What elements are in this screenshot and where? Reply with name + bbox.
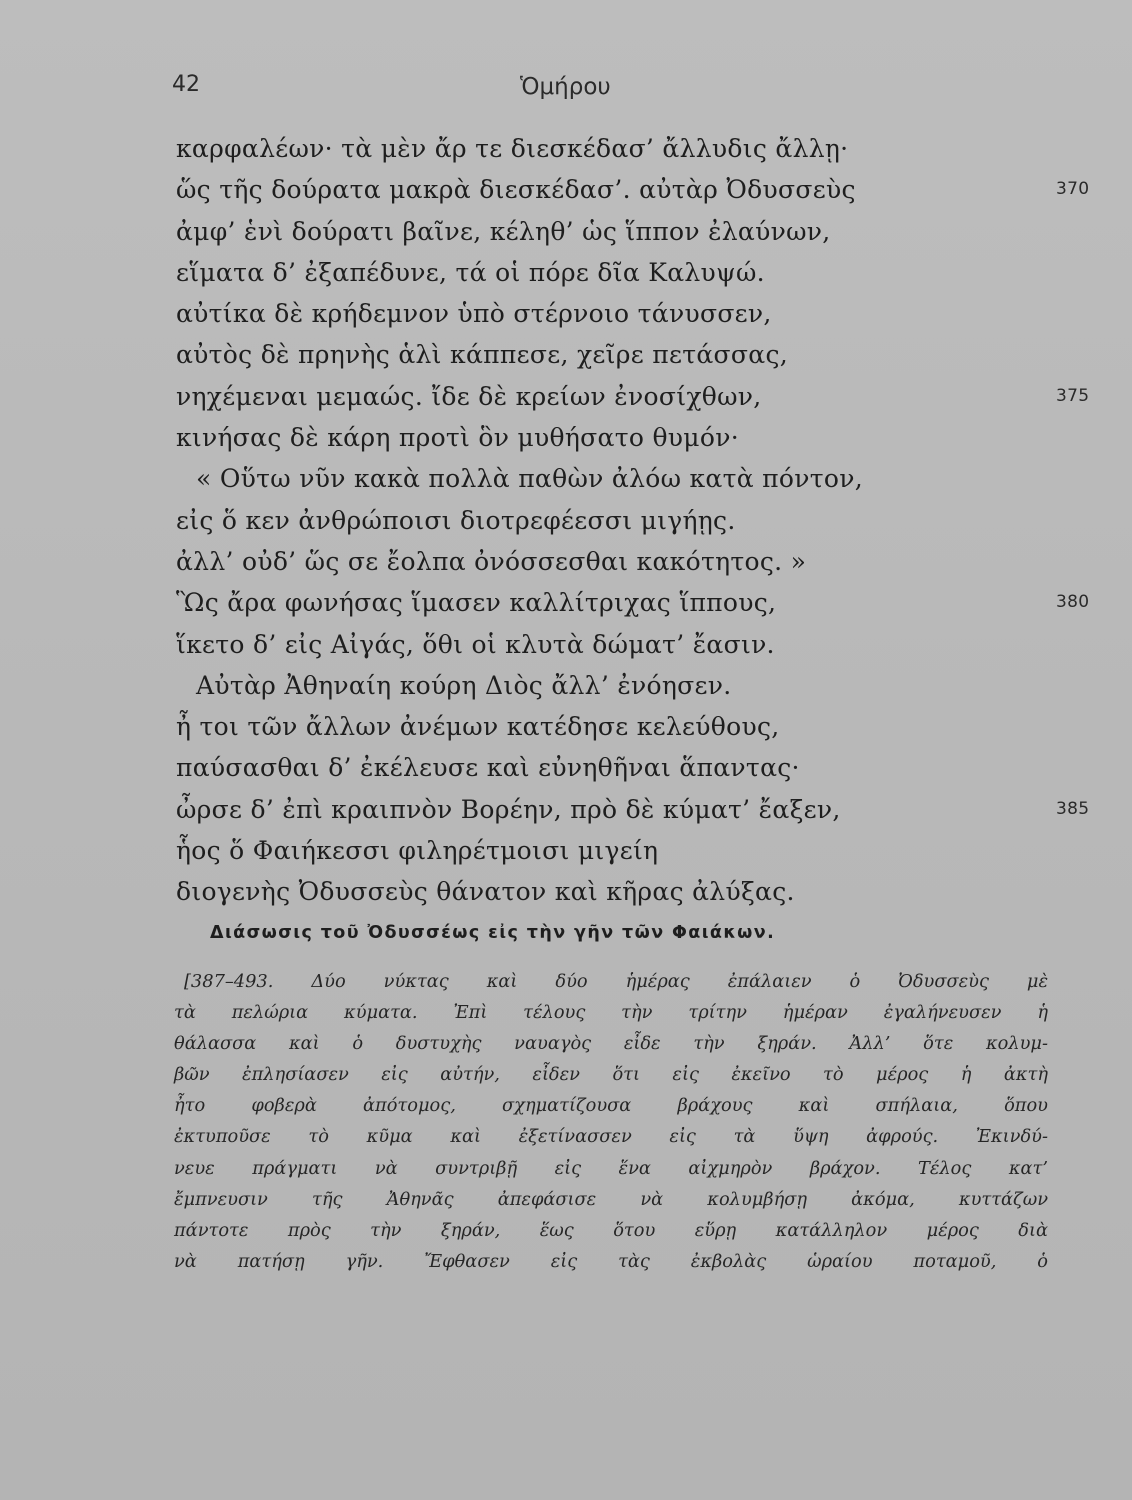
line-number: 370 xyxy=(1056,179,1090,200)
line-number: 385 xyxy=(1056,798,1090,819)
verse-line xyxy=(176,417,1056,458)
summary-line: νευε πράγματι νὰ συντριβῇ εἰς ἕνα αἰχμηρὸν βράχον. Τέλος κατ’ xyxy=(174,1157,1048,1179)
line-number: 380 xyxy=(1056,592,1090,613)
verse-text: κινήσας δὲ κάρη προτὶ ὃν μυθήσατο θυμόν· xyxy=(176,423,739,453)
summary-line: ἦτο φοβερὰ ἀπότομος, σχηματίζουσα βράχους καὶ σπήλαια, ὅπου xyxy=(174,1095,1048,1117)
verse-block xyxy=(176,128,1090,913)
summary-line: ἐκτυποῦσε τὸ κῦμα καὶ ἐξετίνασσεν εἰς τὰ ὕψη ἀφρούς. Ἐκινδύ- xyxy=(174,1126,1048,1148)
summary-line: θάλασσα καὶ ὁ δυστυχὴς ναυαγὸς εἶδε τὴν ξηράν. Ἀλλ’ ὅτε κολυμ- xyxy=(174,1033,1048,1055)
verse-text: ἦ τοι τῶν ἄλλων ἀνέμων κατέδησε κελεύθους, xyxy=(176,712,780,742)
verse-text: αὐτὸς δὲ πρηνὴς ἁλὶ κάππεσε, χεῖρε πετάσσας, xyxy=(176,340,789,370)
verse-text: Αὐτὰρ Ἀθηναίη κούρη Διὸς ἄλλ’ ἐνόησεν. xyxy=(196,670,732,700)
verse-text: ἵκετο δ’ εἰς Αἰγάς, ὅθι οἱ κλυτὰ δώματ’ ἔασιν. xyxy=(176,629,775,659)
summary-block xyxy=(174,966,1048,1277)
verse-line xyxy=(176,334,1056,375)
verse-text: ὥς τῆς δούρατα μακρὰ διεσκέδασ’. αὐτὰρ Ὀδυσσεὺς xyxy=(176,175,856,205)
verse-line xyxy=(176,830,1056,871)
verse-line xyxy=(176,624,1056,665)
verse-text: παύσασθαι δ’ ἐκέλευσε καὶ εὐνηθῆναι ἅπαντας· xyxy=(176,753,800,783)
verse-line xyxy=(176,706,1056,747)
verse-text: Ὣς ἄρα φωνήσας ἵμασεν καλλίτριχας ἵππους, xyxy=(176,588,777,618)
verse-text: διογενὴς Ὀδυσσεὺς θάνατον καὶ κῆρας ἀλύξας. xyxy=(176,877,795,907)
verse-text: εἰς ὅ κεν ἀνθρώποισι διοτρεφέεσσι μιγήῃς. xyxy=(176,505,736,535)
verse-line xyxy=(176,500,1056,541)
verse-text: καρφαλέων· τὰ μὲν ἄρ τε διεσκέδασ’ ἄλλυδις ἄλλῃ· xyxy=(176,134,849,163)
verse-line xyxy=(176,747,1056,788)
verse-line xyxy=(176,293,1056,334)
page-number: 42 xyxy=(172,72,200,97)
summary-line: [387–493. Δύο νύκτας καὶ δύο ἡμέρας ἐπάλαιεν ὁ Ὀδυσσεὺς μὲ xyxy=(184,971,1048,992)
verse-text: νηχέμεναι μεμαώς. ἴδε δὲ κρείων ἐνοσίχθων, xyxy=(176,381,762,411)
verse-line xyxy=(176,665,1056,706)
summary-line: βῶν ἐπλησίασεν εἰς αὐτήν, εἶδεν ὅτι εἰς ἐκεῖνο τὸ μέρος ἡ ἀκτὴ xyxy=(174,1064,1048,1086)
verse-text: εἵματα δ’ ἐξαπέδυνε, τά οἱ πόρε δῖα Καλυψώ. xyxy=(176,257,765,287)
running-head: Ὁμήρου xyxy=(520,74,611,100)
verse-line xyxy=(176,211,1056,252)
summary-line: τὰ πελώρια κύματα. Ἐπὶ τέλους τὴν τρίτην ἡμέραν ἐγαλήνευσεν ἡ xyxy=(174,1002,1048,1024)
verse-text: αὐτίκα δὲ κρήδεμνον ὑπὸ στέρνοιο τάνυσσεν, xyxy=(176,299,772,329)
verse-text: ἧος ὅ Φαιήκεσσι φιληρέτμοισι μιγείη xyxy=(176,836,659,866)
verse-line xyxy=(176,871,1056,912)
verse-line xyxy=(176,458,1056,499)
summary-line: ἔμπνευσιν τῆς Ἀθηνᾶς ἀπεφάσισε νὰ κολυμβήσῃ ἀκόμα, κυττάζων xyxy=(174,1188,1048,1210)
verse-text: « Οὕτω νῦν κακὰ πολλὰ παθὼν ἀλόω κατὰ πόντον, xyxy=(196,464,863,494)
line-number: 375 xyxy=(1056,385,1090,406)
verse-line xyxy=(176,582,1090,623)
verse-line xyxy=(176,252,1056,293)
verse-text: ὦρσε δ’ ἐπὶ κραιπνὸν Βορέην, πρὸ δὲ κύματ’ ἔαξεν, xyxy=(176,794,841,824)
verse-text: ἀλλ’ οὐδ’ ὥς σε ἔολπα ὀνόσσεσθαι κακότητος. » xyxy=(176,546,807,576)
verse-line xyxy=(176,541,1056,582)
section-heading: Διάσωσις τοῦ Ὀδυσσέως εἰς τὴν γῆν τῶν Φαιάκων. xyxy=(210,923,776,943)
verse-line xyxy=(176,376,1090,417)
summary-line: νὰ πατήσῃ γῆν. Ἔφθασεν εἰς τὰς ἐκβολὰς ὡραίου ποταμοῦ, ὁ xyxy=(174,1250,1048,1272)
verse-text: ἀμφ’ ἑνὶ δούρατι βαῖνε, κέληθ’ ὡς ἵππον ἐλαύνων, xyxy=(176,216,831,246)
summary-line: πάντοτε πρὸς τὴν ξηράν, ἕως ὅτου εὕρῃ κατάλληλον μέρος διὰ xyxy=(174,1219,1048,1241)
verse-line xyxy=(176,789,1090,830)
verse-line xyxy=(176,128,1056,169)
verse-line xyxy=(176,169,1090,210)
